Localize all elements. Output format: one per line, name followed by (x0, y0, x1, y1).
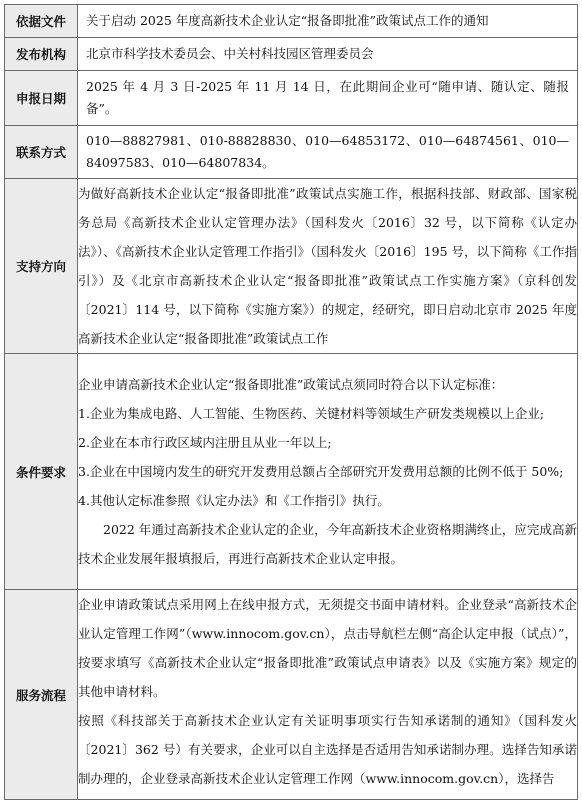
policy-info-table (4, 4, 578, 800)
condition-item: 1.企业为集成电路、人工智能、生物医药、关键材料等领域生产研发类规模以上企业; (78, 406, 545, 421)
row-process (5, 590, 578, 800)
label-process: 服务流程 (5, 590, 78, 800)
label-date: 申报日期 (5, 71, 78, 126)
process-paragraph-1: 企业申请政策试点采用网上在线申报方式，无须提交书面申请材料。企业登录“高新技术企业认定管理工作网”（www.innocom.gov.cn），点击导航栏左侧“高企认定申报（试点）”，按要求填写《高新技术企业认定“报备即批准”政策试点申请表》以及《实施方案》规定的其他申请材料。 (78, 597, 577, 699)
row-basis (5, 5, 578, 38)
label-conditions: 条件要求 (5, 354, 78, 590)
row-direction (5, 179, 578, 354)
condition-item: 2.企业在本市行政区域内注册且从业一年以上; (78, 435, 332, 450)
label-issuer: 发布机构 (5, 38, 78, 71)
process-content (78, 590, 578, 800)
process-paragraph-2: 按照《科技部关于高新技术企业认定有关证明事项实行告知承诺制的通知》（国科发火〔2021〕362 号）有关要求，企业可以自主选择是否适用告知承诺制办理。选择告知承诺制办理的，企业登录高新技术企业认定管理工作网（www.innocom.gov.cn），选择告 (78, 713, 577, 786)
direction-text: 为做好高新技术企业认定“报备即批准”政策试点实施工作，根据科技部、财政部、国家税务总局《高新技术企业认定管理办法》（国科发火〔2016〕32 号，以下简称《认定办法》）、《高新技术企业认定管理工作指引》（国科发火〔2016〕195 号，以下简称《工作指引》）及《北京市高新技术企业认定“报备即批准”政策试点工作实施方案》（京科创发〔2021〕114 号，以下简称《实施方案》）的规定，经研究，即日启动北京市 2025 年度高新技术企业认定“报备即批准”政策试点工作 (78, 179, 578, 354)
row-conditions (5, 354, 578, 590)
conditions-note: 2022 年通过高新技术企业认定的企业，今年高新技术企业资格期满终止，应完成高新技术企业发展年报填报后，再进行高新技术企业认定申报。 (78, 522, 577, 566)
label-contact: 联系方式 (5, 126, 78, 179)
conditions-content (78, 354, 578, 590)
row-date (5, 71, 578, 126)
basis-document-title: 关于启动 2025 年度高新技术企业认定“报备即批准”政策试点工作的通知 (78, 5, 578, 38)
issuer-text: 北京市科学技术委员会、中关村科技园区管理委员会 (78, 38, 578, 71)
label-direction: 支持方向 (5, 179, 78, 354)
row-issuer (5, 38, 578, 71)
condition-item: 3.企业在中国境内发生的研究开发费用总额占全部研究开发费用总额的比例不低于 50%; (78, 464, 564, 479)
row-contact (5, 126, 578, 179)
contact-phones: 010—88827981、010-88828830、010—64853172、010—64874561、010—84097583、010—64807834。 (78, 126, 578, 179)
date-text: 2025 年 4 月 3 日-2025 年 11 月 14 日，在此期间企业可“随申请、随认定、随报备”。 (78, 71, 578, 126)
label-basis: 依据文件 (5, 5, 78, 38)
conditions-intro: 企业申请高新技术企业认定“报备即批准”政策试点须同时符合以下认定标准： (78, 377, 504, 392)
condition-item: 4.其他认定标准参照《认定办法》和《工作指引》执行。 (78, 493, 390, 508)
